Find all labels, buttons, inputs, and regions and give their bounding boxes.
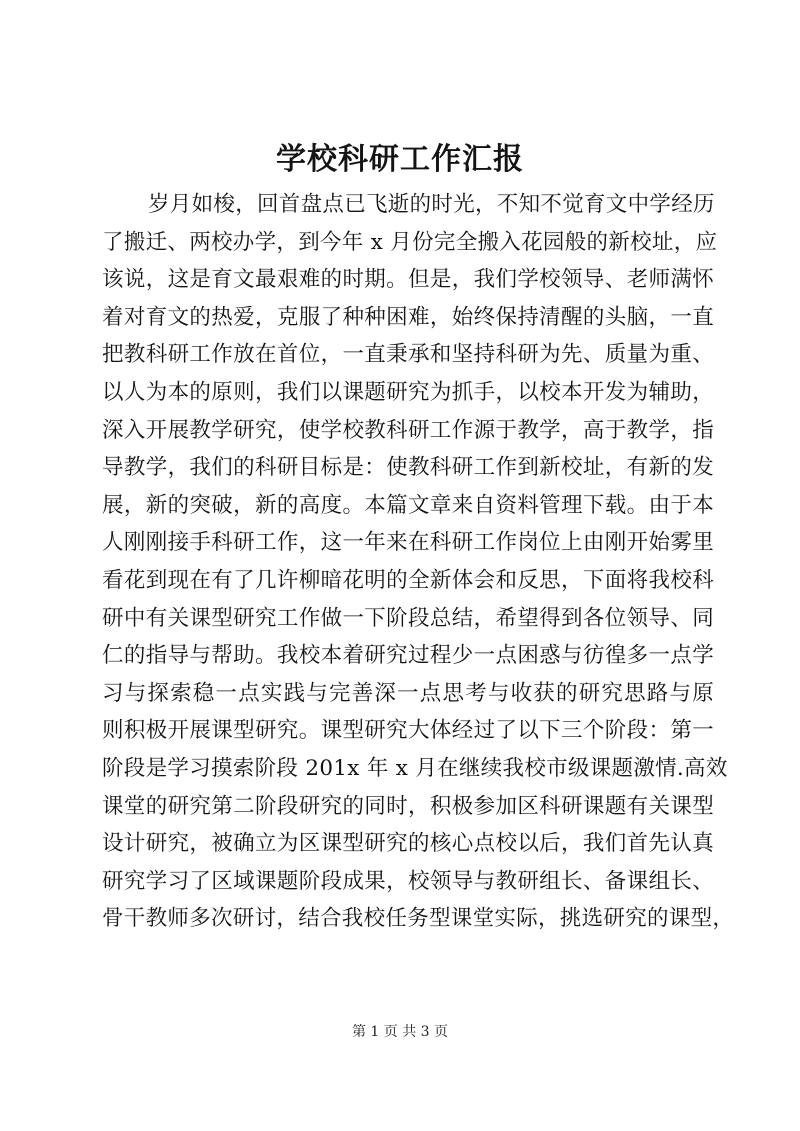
body-line: 则积极开展课型研究。课型研究大体经过了以下三个阶段：第一 — [102, 718, 714, 744]
body-line: 把教科研工作放在首位，一直秉承和坚持科研为先、质量为重、 — [102, 342, 714, 368]
document-body — [102, 186, 735, 938]
body-line: 以人为本的原则，我们以课题研究为抓手，以校本开发为辅助， — [102, 379, 714, 405]
body-line: 研中有关课型研究工作做一下阶段总结，希望得到各位领导、同 — [102, 605, 714, 631]
body-line: 习与探索稳一点实践与完善深一点思考与收获的研究思路与原 — [102, 680, 714, 706]
body-line: 着对育文的热爱，克服了种种困难，始终保持清醒的头脑，一直 — [102, 304, 714, 330]
body-line: 课堂的研究第二阶段研究的同时，积极参加区科研课题有关课型 — [102, 793, 714, 819]
body-line: 设计研究，被确立为区课型研究的核心点校以后，我们首先认真 — [102, 831, 714, 857]
body-line: 了搬迁、两校办学，到今年 x 月份完全搬入花园般的新校址，应 — [102, 229, 718, 255]
body-line: 人刚刚接手科研工作，这一年来在科研工作岗位上由刚开始雾里 — [102, 530, 714, 556]
body-line: 看花到现在有了几许柳暗花明的全新体会和反思，下面将我校科 — [102, 567, 714, 593]
body-line: 深入开展教学研究，使学校教科研工作源于教学，高于教学，指 — [102, 417, 714, 443]
body-line: 仁的指导与帮助。我校本着研究过程少一点困惑与彷徨多一点学 — [102, 643, 714, 669]
body-line: 导教学，我们的科研目标是：使教科研工作到新校址，有新的发 — [102, 455, 714, 481]
body-line: 阶段是学习摸索阶段 201x 年 x 月在继续我校市级课题激情.高效 — [102, 755, 728, 781]
body-line: 岁月如梭，回首盘点已飞逝的时光，不知不觉育文中学经历 — [148, 192, 715, 217]
body-line: 展，新的突破，新的高度。本篇文章来自资料管理下载。由于本 — [102, 492, 714, 518]
body-line: 骨干教师多次研讨，结合我校任务型课堂实际，挑选研究的课型， — [102, 906, 735, 932]
body-line: 研究学习了区域课题阶段成果，校领导与教研组长、备课组长、 — [102, 868, 714, 894]
body-line: 该说，这是育文最艰难的时期。但是，我们学校领导、老师满怀 — [102, 267, 714, 293]
page-number-footer: 第 1 页 共 3 页 — [351, 1024, 449, 1040]
document-title: 学校科研工作汇报 — [276, 142, 524, 177]
